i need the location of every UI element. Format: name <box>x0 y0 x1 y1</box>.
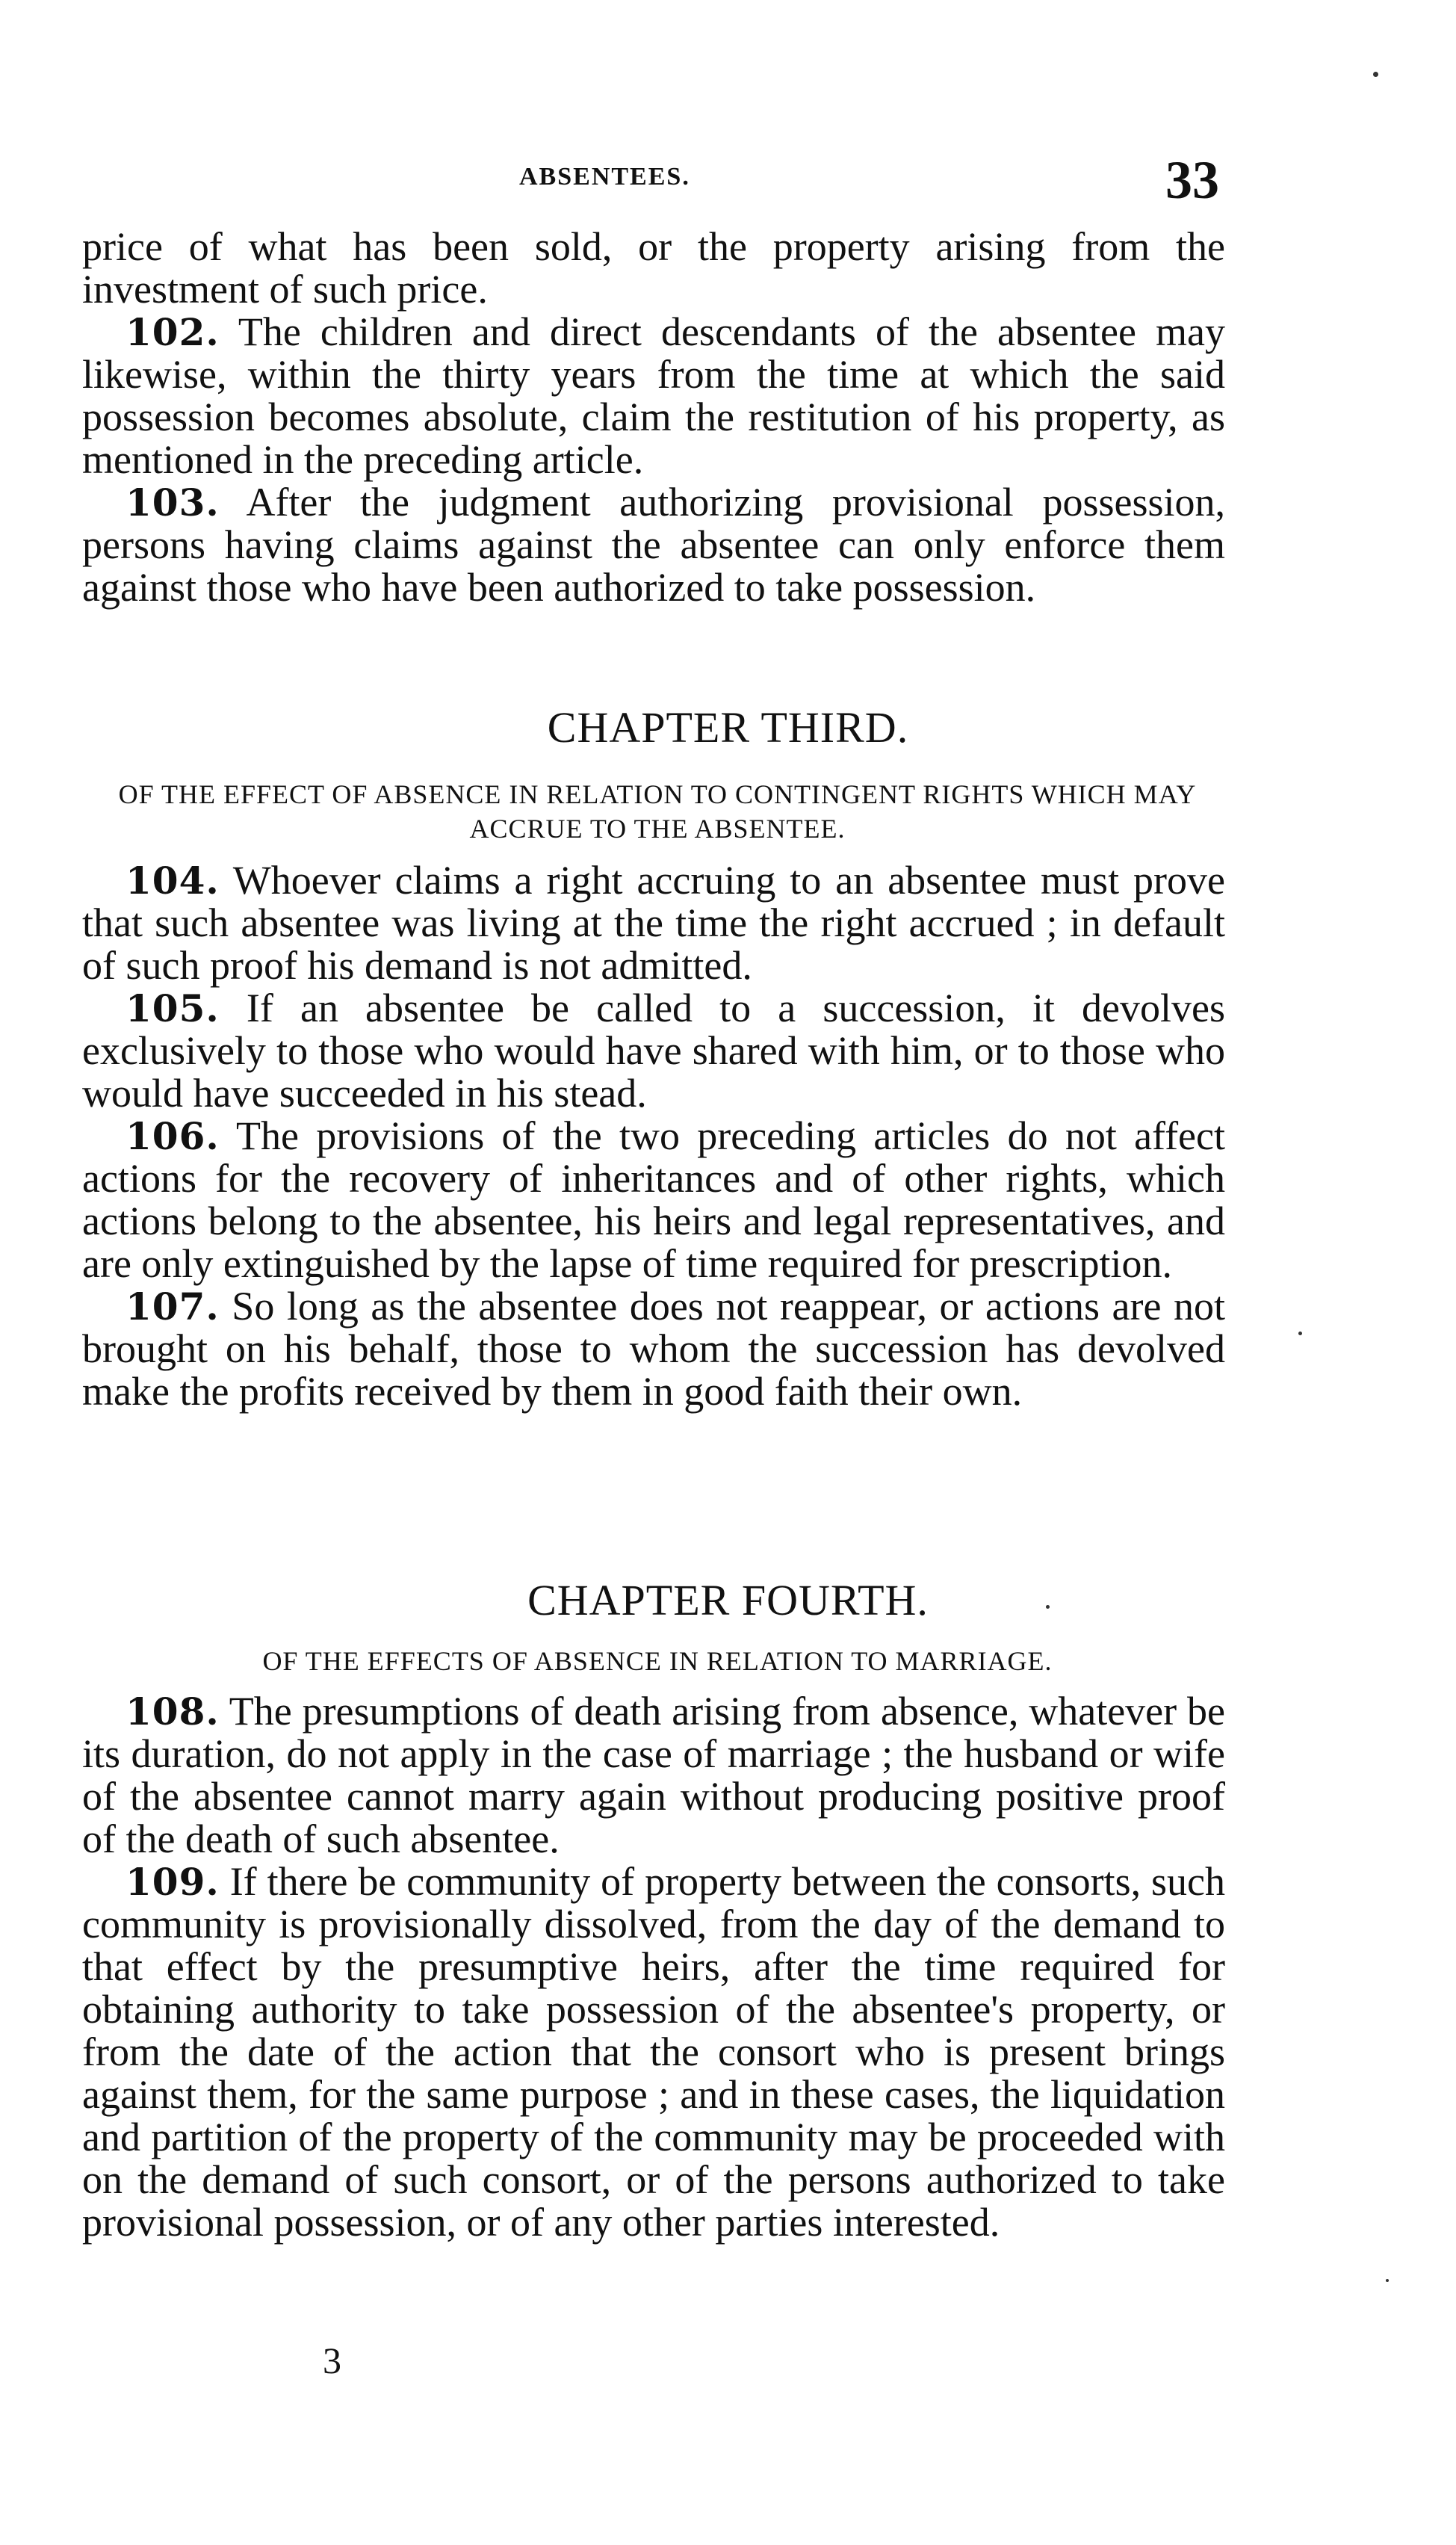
signature-mark: 3 <box>323 2340 341 2381</box>
paper-speck <box>1386 2279 1389 2282</box>
running-title: ABSENTEES. <box>519 163 690 191</box>
article-number: 102. <box>126 310 220 354</box>
article-number: 105. <box>126 986 220 1030</box>
article-103 <box>82 481 1225 609</box>
article-107 <box>82 1285 1225 1413</box>
page-number: 33 <box>1165 150 1219 210</box>
article-108 <box>82 1690 1225 1861</box>
article-text: The provisions of the two preceding articles do not affect actions for the recovery of inheritances and of other rights, which actions belong to the absentee, his heirs and legal representatives, and are only extinguished by the lapse of time required for prescription. <box>82 1113 1225 1286</box>
chapter-third-heading: CHAPTER THIRD. <box>547 703 909 752</box>
article-text: Whoever claims a right accruing to an absentee must prove that such absentee was living at the time the right accrued ; in default of such proof his demand is not admitted. <box>82 858 1225 988</box>
article-text: The children and direct descendants of the absentee may likewise, within the thirty years from the time at which the said possession becomes absolute, claim the restitution of his property, as mentioned in the preceding article. <box>82 309 1225 482</box>
article-text: The presumptions of death arising from absence, whatever be its duration, do not apply in the case of marriage ; the husband or wife of the absentee cannot marry again without producing positive proof of the death of such absentee. <box>82 1689 1225 1861</box>
article-number: 107. <box>126 1284 220 1329</box>
article-109 <box>82 1861 1225 2244</box>
article-104 <box>82 859 1225 987</box>
text-block-chapter-third <box>82 859 1225 1413</box>
continuation-paragraph: price of what has been sold, or the property arising from the investment of such price. <box>82 224 1225 312</box>
article-text: So long as the absentee does not reappear, or actions are not brought on his behalf, those to whom the succession has devolved make the profits received by them in good faith their own. <box>82 1284 1225 1414</box>
paper-speck <box>1373 72 1378 77</box>
paper-speck <box>1298 1332 1302 1335</box>
article-text: After the judgment authorizing provisional possession, persons having claims against the absentee can only enforce them against those who have been authorized to take possession. <box>82 480 1225 610</box>
article-number: 106. <box>126 1114 220 1158</box>
article-102 <box>82 311 1225 481</box>
article-text: If there be community of property between the consorts, such community is provisionally dissolved, from the day of the demand to that effect by the presumptive heirs, after the time required for obtaining authority to take possession of the absentee's property, or from the date of the action that the consort who is present brings against them, for the same purpose ; and in these cases, the liquidation and partition of the property of the community may be proceeded with on the demand of such consort, or of the persons authorized to take provisional possession, or of any other parties interested. <box>82 1859 1225 2245</box>
article-number: 103. <box>126 480 220 525</box>
article-106 <box>82 1115 1225 1285</box>
article-105 <box>82 987 1225 1115</box>
article-text: If an absentee be called to a succession, it devolves exclusively to those who would have shared with him, or to those who would have succeeded in his stead. <box>82 986 1225 1116</box>
article-number: 108. <box>126 1689 220 1734</box>
chapter-fourth-subtitle: OF THE EFFECTS OF ABSENCE IN RELATION TO MARRIAGE. <box>262 1646 1053 1676</box>
article-number: 104. <box>126 859 220 903</box>
paper-speck <box>1046 1605 1050 1609</box>
text-block-opening <box>82 226 1225 609</box>
text-block-chapter-fourth <box>82 1690 1225 2244</box>
running-head <box>0 150 1456 214</box>
article-number: 109. <box>126 1860 220 1904</box>
chapter-third-subtitle: OF THE EFFECT OF ABSENCE IN RELATION TO CONTINGENT RIGHTS WHICH MAY ACCRUE TO THE ABSENTEE. <box>118 779 1197 844</box>
chapter-fourth-heading: CHAPTER FOURTH. <box>527 1576 929 1624</box>
